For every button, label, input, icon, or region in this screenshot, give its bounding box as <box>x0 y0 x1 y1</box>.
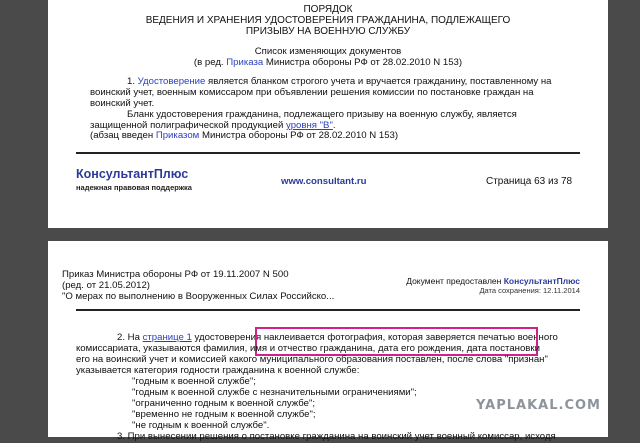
order-title-line1: Приказ Министра обороны РФ от 19.11.2007 N 500 <box>62 269 289 280</box>
para1-line3: воинский учет. <box>90 98 155 109</box>
document-page-1 <box>48 0 608 228</box>
order-link[interactable]: Приказа <box>226 57 264 68</box>
footer-divider <box>76 152 580 154</box>
certificate-link[interactable]: Удостоверение <box>137 76 206 87</box>
provided-by-brand: КонсультантПлюс <box>503 276 580 286</box>
order-title-line3: "О мерах по выполнению в Вооруженных Силах Российско... <box>62 291 335 302</box>
para2-text1-post: военного <box>514 332 558 343</box>
category-item: "временно не годным к военной службе"; <box>132 409 316 420</box>
para2-line3 <box>90 130 398 142</box>
level-v-link[interactable]: уровня "В" <box>286 120 333 131</box>
changes-pre: (в ред. <box>193 57 227 68</box>
provided-by <box>406 276 580 286</box>
order-link-2[interactable]: Приказом <box>155 130 200 141</box>
para2-line1: Бланк удостоверения гражданина, подлежащего призыву на военную службу, является <box>127 109 517 120</box>
highlighted-phrase: наклеивается фотография, которая заверяется печатью <box>263 332 515 343</box>
heading-line-1: ПОРЯДОК <box>303 4 353 15</box>
category-item: "годным к военной службе"; <box>132 376 256 387</box>
save-date: Дата сохранения: 12.11.2014 <box>479 286 580 295</box>
para1-text1: является бланком строгого учета и вручается гражданину, поставленному на <box>205 76 552 87</box>
category-item: "годным к военной службе с незначительными ограничениями"; <box>132 387 417 398</box>
para2-text1: удостоверения <box>191 332 264 343</box>
para1-line2: воинский учет, военным комиссаром при объявлении решения комиссии по постановке граждан на <box>90 87 534 98</box>
order-title-line2: (ред. от 21.05.2012) <box>62 280 150 291</box>
consultant-plus-logo: КонсультантПлюс <box>76 167 189 181</box>
page-1-link[interactable]: странице 1 <box>142 332 192 343</box>
para2-line3: его на воинский учет и комиссией какого муниципального образования поставлен, после слова "признан" <box>76 354 548 365</box>
consultant-plus-tagline: надежная правовая поддержка <box>76 183 192 192</box>
para2-line4: указывается категория годности гражданина к военной службе: <box>76 365 360 376</box>
header-divider <box>76 309 580 311</box>
heading-line-2: ВЕДЕНИЯ И ХРАНЕНИЯ УДОСТОВЕРЕНИЯ ГРАЖДАНИНА, ПОДЛЕЖАЩЕГО <box>145 15 511 26</box>
para2-post: . <box>332 120 336 131</box>
para2-line3-post: Министра обороны РФ от 28.02.2010 N 153) <box>199 130 399 141</box>
changes-title: Список изменяющих документов <box>254 46 402 57</box>
para2-line2: комиссариата, указываются фамилия, имя и отчество гражданина, дата его рождения, дата постановки <box>76 343 540 354</box>
category-item: "не годным к военной службе". <box>132 420 270 431</box>
category-item: "ограниченно годным к военной службе"; <box>132 398 316 409</box>
provided-by-text: Документ предоставлен <box>406 276 504 286</box>
para1-line1 <box>127 76 552 88</box>
para2-pre: защищенной полиграфической продукцией <box>90 120 287 131</box>
para2-line3-pre: (абзац введен <box>90 130 156 141</box>
para3-line1: 3. При вынесении решения о постановке гражданина на воинский учет военный комиссар, исходя <box>117 431 556 442</box>
para2-num: 2. На <box>117 332 143 343</box>
changes-line <box>48 57 608 69</box>
para1-num: 1. <box>127 76 138 87</box>
heading-line-3: ПРИЗЫВУ НА ВОЕННУЮ СЛУЖБУ <box>245 26 411 37</box>
watermark: YAPLAKAL.COM <box>476 398 601 413</box>
page-number: Страница 63 из 78 <box>486 176 573 187</box>
consultant-url-link[interactable]: www.consultant.ru <box>281 176 367 187</box>
changes-post: Министра обороны РФ от 28.02.2010 N 153) <box>263 57 463 68</box>
